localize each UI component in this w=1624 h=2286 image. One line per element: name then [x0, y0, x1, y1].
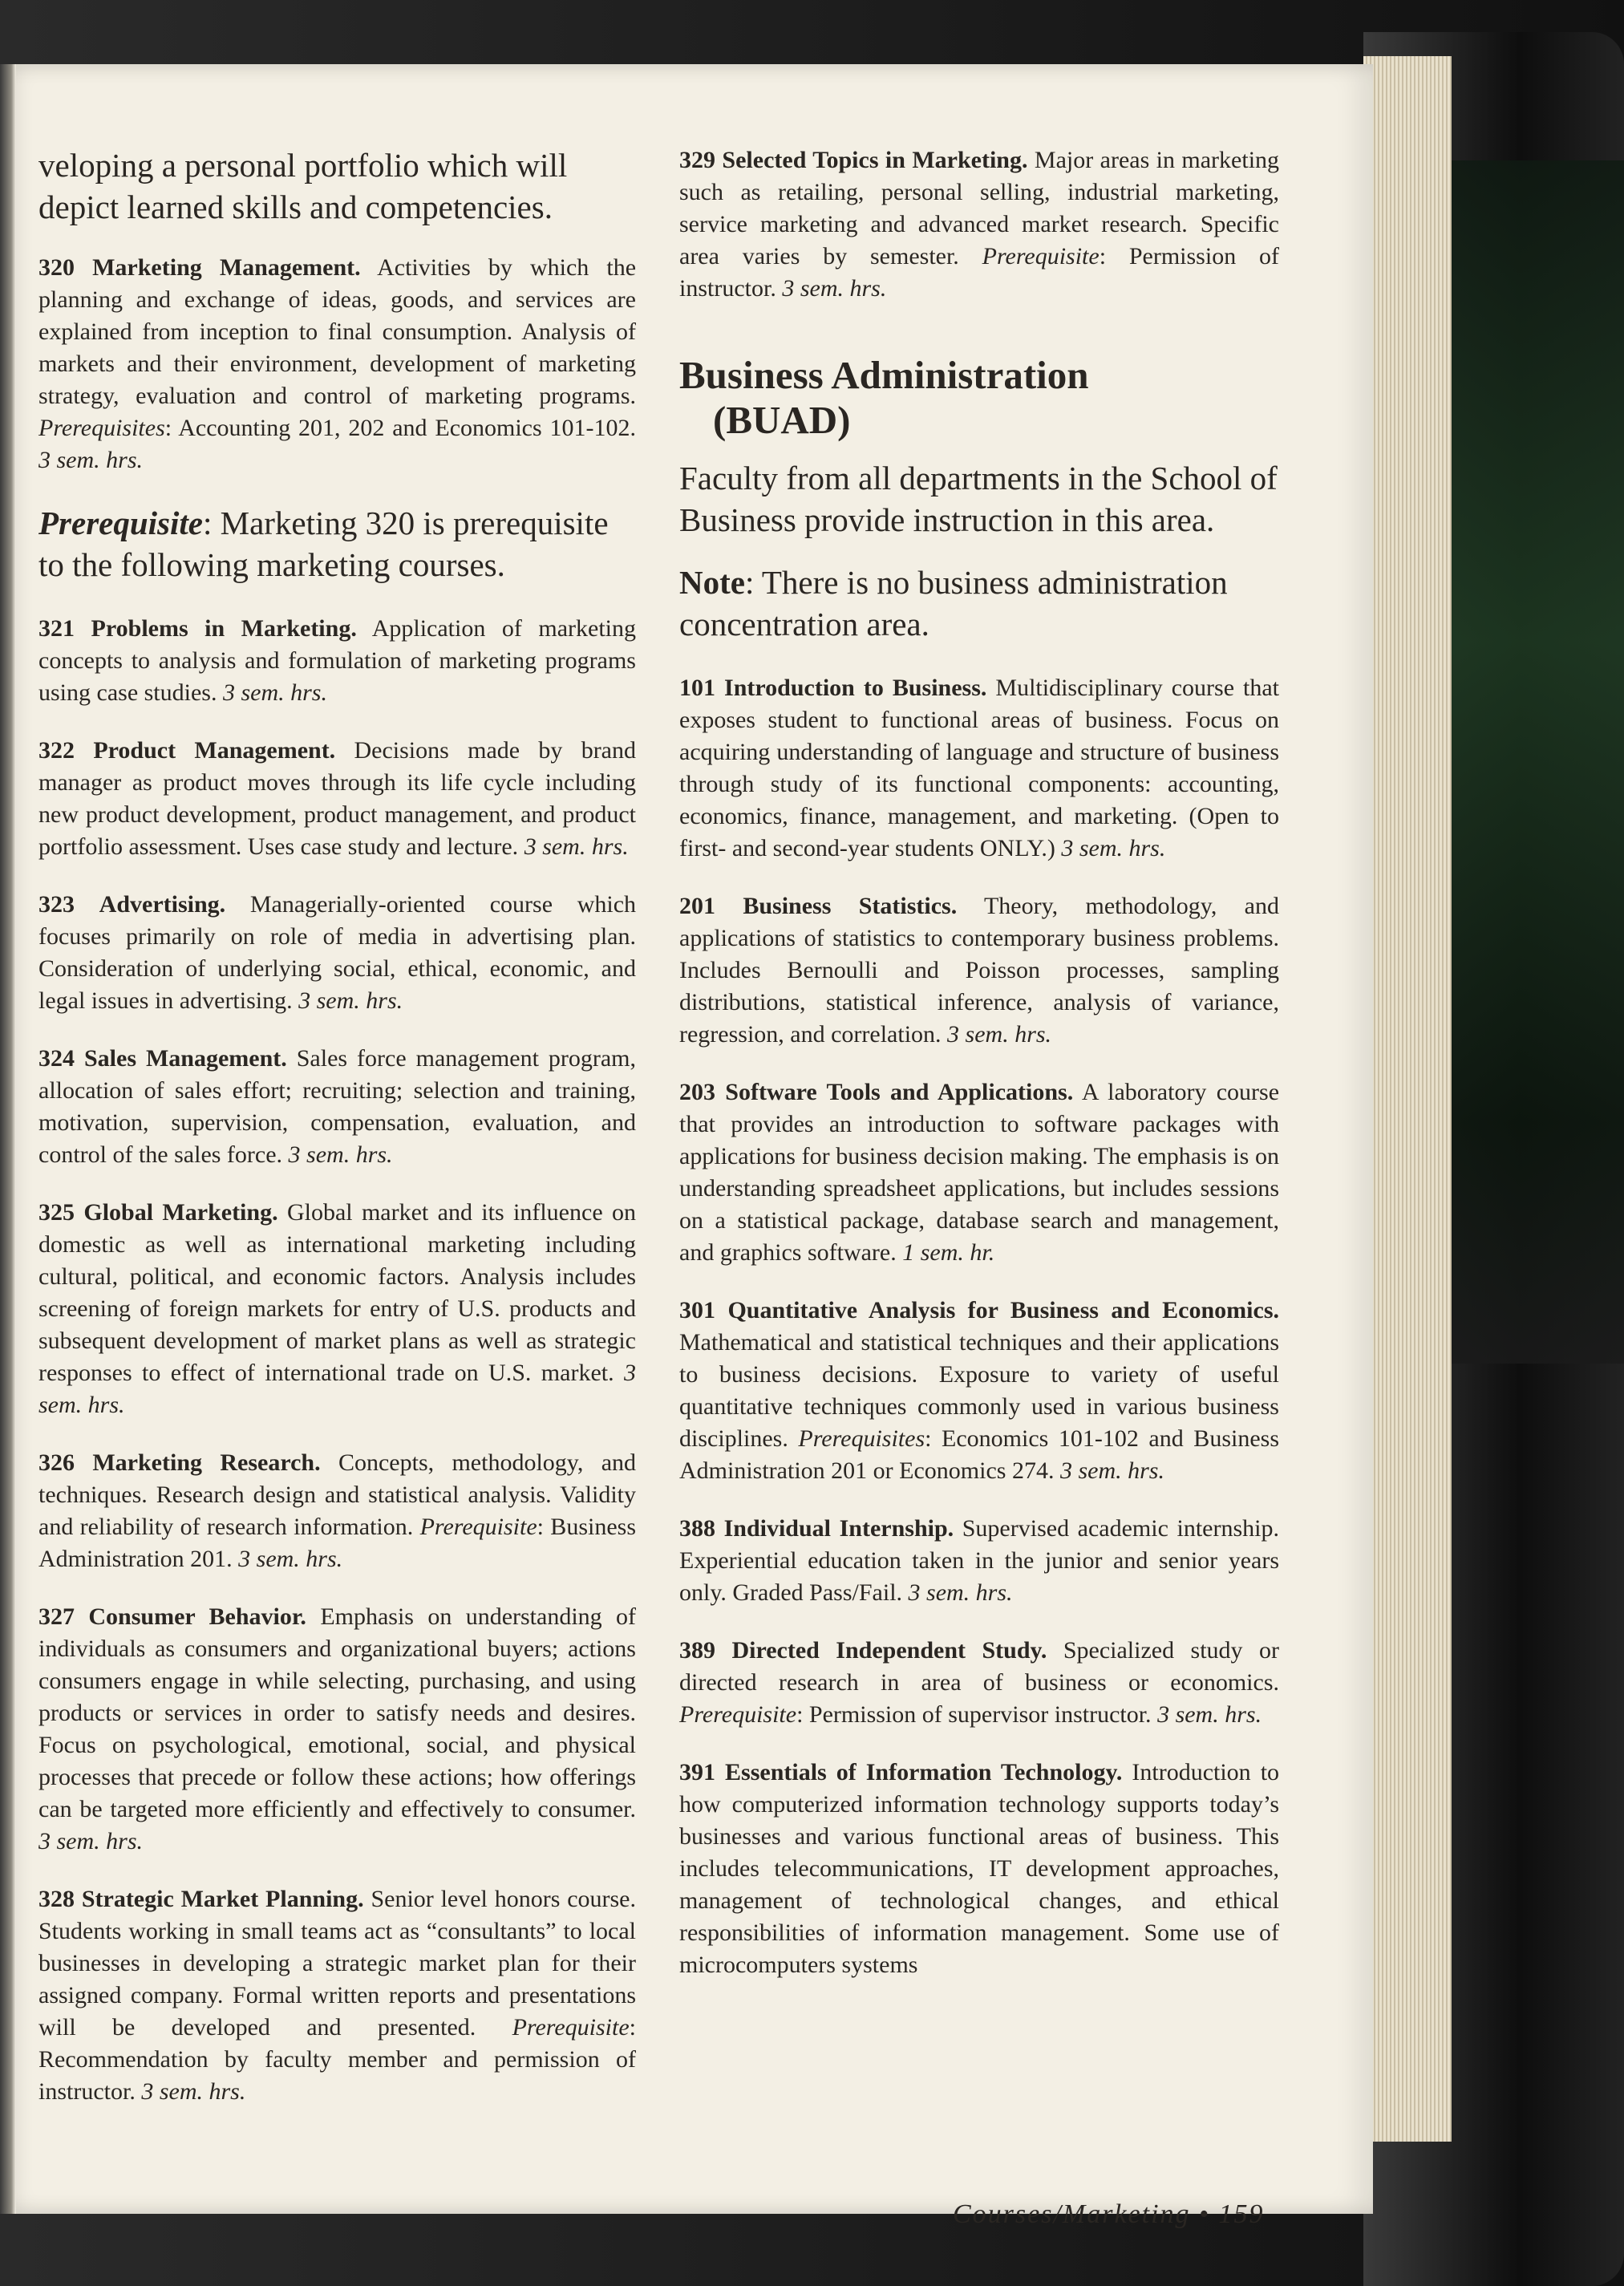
section-heading: Business Administration (BUAD)	[679, 353, 1089, 442]
course-389: 389 Directed Independent Study. Specialized study or directed research in area of business or economics. Prerequisite: Permission of supervisor instructor. 3 sem. hrs.	[679, 1637, 1279, 1728]
course-201: 201 Business Statistics. Theory, methodology, and applications of statistics to contemporary business problems. Includes Bernoulli and Poisson processes, sampling distributions, statistical inference, analysis of variance, regression, and correlation. 3 sem. hrs.	[679, 893, 1279, 1048]
page-gutter	[0, 64, 16, 2214]
prerequisite-note: Prerequisite: Marketing 320 is prerequisite to the following marketing courses.	[38, 505, 609, 583]
background-foliage	[1436, 160, 1624, 1364]
course-101: 101 Introduction to Business. Multidisciplinary course that exposes student to functional areas of business. Focus on acquiring understanding of language and structure of business through study of its functional components: accounting, economics, finance, management, and marketing. (Open to first- and second-year students ONLY.) 3 sem. hrs.	[679, 675, 1280, 861]
left-column	[38, 144, 636, 2134]
course-329: 329 Selected Topics in Marketing. Major areas in marketing such as retailing, personal selling, industrial marketing, service marketing and advanced market research. Specific area varies by semester. Prerequisite: Permission of instructor. 3 sem. hrs.	[679, 147, 1280, 302]
course-327: 327 Consumer Behavior. Emphasis on understanding of individuals as consumers and organizational buyers; actions consumers engage in while selecting, purchasing, and using products or services in order to satisfy needs and desires. Focus on psychological, emotional, social, and physical processes that precede or follow these actions; how offerings can be targeted more efficiently and effectively to consumer. 3 sem. hrs.	[38, 1603, 637, 1854]
concentration-note: Note: There is no business administration concentration area.	[679, 564, 1228, 642]
course-322: 322 Product Management. Decisions made by brand manager as product moves through its life cycle including new product development, product management, and product portfolio assessment. Uses case study and lecture. 3 sem. hrs.	[38, 737, 637, 860]
faculty-note: Faculty from all departments in the School of Business provide instruction in this area.	[679, 460, 1278, 538]
course-203: 203 Software Tools and Applications. A laboratory course that provides an introduction to software packages with applications for business decision making. The emphasis is on understanding spreadsheet applications, but includes sessions on a statistical package, database search and management, and graphics software. 1 sem. hr.	[679, 1079, 1280, 1266]
course-328: 328 Strategic Market Planning. Senior level honors course. Students working in small teams act as “consultants” to local businesses in developing a strategic market plan for their assigned company. Formal written reports and presentations will be developed and presented. Prerequisite: Recommendation by faculty member and permission of instructor. 3 sem. hrs.	[38, 1886, 637, 2105]
page-edges	[1363, 56, 1452, 2142]
course-326: 326 Marketing Research. Concepts, methodology, and techniques. Research design and statistical analysis. Validity and reliability of research information. Prerequisite: Business Administration 201. 3 sem. hrs.	[38, 1449, 637, 1572]
course-325: 325 Global Marketing. Global market and its influence on domestic as well as international marketing including cultural, political, and economic factors. Analysis includes screening of foreign markets for entry of U.S. products and subsequent development of market plans as well as strategic responses to effect of international trade on U.S. market. 3 sem. hrs.	[38, 1199, 636, 1418]
course-320: 320 Marketing Management. Activities by which the planning and exchange of ideas, goods, and services are explained from inception to final consumption. Analysis of markets and their environment, development of marketing strategy, evaluation and control of marketing programs. Prerequisites: Accounting 201, 202 and Economics 101-102. 3 sem. hrs.	[38, 254, 637, 473]
course-391: 391 Essentials of Information Technology. Introduction to how computerized information technology supports today’s businesses and various functional areas of business. This includes telecommunications, IT development approaches, management of technological changes, and ethical responsibilities of information management. Some use of microcomputers systems	[679, 1759, 1280, 1978]
course-388: 388 Individual Internship. Supervised academic internship. Experiential education taken in the junior and senior years only. Graded Pass/Fail. 3 sem. hrs.	[679, 1515, 1279, 1606]
page-footer: Courses/Marketing • 159	[953, 2199, 1265, 2229]
course-324: 324 Sales Management. Sales force management program, allocation of sales effort; recruiting; selection and training, motivation, supervision, compensation, evaluation, and control of the sales force. 3 sem. hrs.	[38, 1045, 637, 1168]
course-321: 321 Problems in Marketing. Application of marketing concepts to analysis and formulation of marketing programs using case studies. 3 sem. hrs.	[38, 615, 636, 706]
course-301: 301 Quantitative Analysis for Business and Economics. Mathematical and statistical techniques and their applications to business decisions. Exposure to variety of useful quantitative techniques commonly used in various business disciplines. Prerequisites: Economics 101-102 and Business Administration 201 or Economics 274. 3 sem. hrs.	[679, 1297, 1279, 1484]
intro-text: veloping a personal portfolio which will depict learned skills and competencies.	[38, 147, 568, 225]
course-323: 323 Advertising. Managerially-oriented course which focuses primarily on role of media in advertising plan. Consideration of underlying social, ethical, economic, and legal issues in advertising. 3 sem. hrs.	[38, 891, 637, 1014]
book-page	[0, 64, 1373, 2229]
right-column	[679, 144, 1279, 2007]
